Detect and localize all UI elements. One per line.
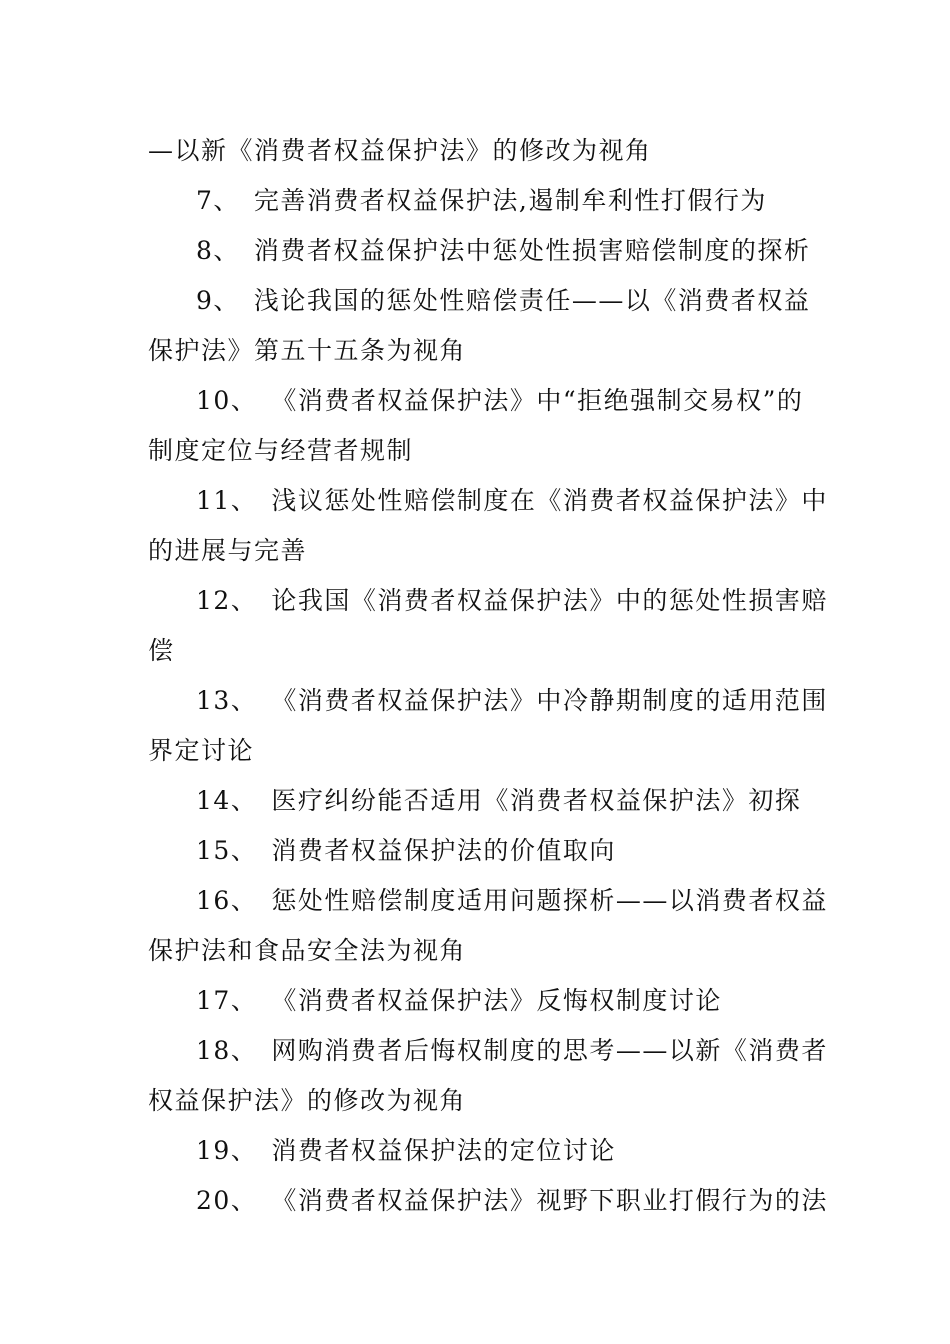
item-title: 消费者权益保护法的定位讨论: [271, 1136, 616, 1165]
item-title: 论我国《消费者权益保护法》中的惩处性损害赔: [271, 586, 828, 615]
item-number: 18: [196, 1036, 231, 1065]
item-separator: 、: [230, 386, 258, 415]
item-title: 《消费者权益保护法》视野下职业打假行为的法: [271, 1186, 828, 1215]
list-item: [196, 1031, 856, 1071]
list-item: [196, 1181, 856, 1221]
item-separator: 、: [230, 1136, 258, 1165]
item-title: 浅论我国的惩处性赔偿责任——以《消费者权益: [253, 286, 811, 315]
item-number: 8: [196, 236, 214, 265]
list-item: [196, 581, 856, 621]
item-number: 15: [196, 836, 231, 865]
item-continuation: 保护法和食品安全法为视角: [148, 936, 467, 965]
item-title: 消费者权益保护法的价值取向: [271, 836, 616, 865]
item-number: 12: [196, 586, 231, 615]
item-continuation: 偿: [148, 636, 175, 665]
item-number: 10: [196, 386, 231, 415]
item-separator: 、: [213, 236, 240, 265]
item-title: 《消费者权益保护法》中冷静期制度的适用范围: [271, 686, 828, 715]
item-number: 11: [196, 486, 231, 515]
list-item: [196, 381, 856, 421]
item-number: 14: [196, 786, 231, 815]
item-separator: 、: [230, 886, 258, 915]
item-separator: 、: [213, 186, 240, 215]
item-number: 13: [196, 686, 231, 715]
list-item: [196, 881, 856, 921]
item-continuation: 界定讨论: [148, 736, 255, 765]
item-title: 消费者权益保护法中惩处性损害赔偿制度的探析: [253, 236, 811, 265]
item-number: 20: [196, 1186, 231, 1215]
list-item: [196, 181, 856, 221]
item-separator: 、: [230, 486, 258, 515]
list-item: [196, 681, 856, 721]
item-number: 9: [196, 286, 214, 315]
list-item: [196, 981, 856, 1021]
list-item: [196, 1131, 856, 1171]
item-continuation: 权益保护法》的修改为视角: [148, 1086, 467, 1115]
item-title: 《消费者权益保护法》中“拒绝强制交易权”的: [271, 386, 804, 415]
list-item: [196, 281, 856, 321]
item-separator: 、: [230, 836, 258, 865]
list-item: [196, 781, 856, 821]
item-number: 19: [196, 1136, 231, 1165]
item-title: 《消费者权益保护法》反悔权制度讨论: [271, 986, 722, 1015]
item-separator: 、: [230, 586, 258, 615]
intro-line: —以新《消费者权益保护法》的修改为视角: [148, 136, 652, 165]
list-item: [196, 481, 856, 521]
item-title: 网购消费者后悔权制度的思考——以新《消费者: [271, 1036, 828, 1065]
list-item: [196, 231, 856, 271]
item-separator: 、: [230, 786, 258, 815]
item-separator: 、: [213, 286, 240, 315]
item-continuation: 保护法》第五十五条为视角: [148, 336, 467, 365]
item-title: 医疗纠纷能否适用《消费者权益保护法》初探: [271, 786, 802, 815]
item-title: 惩处性赔偿制度适用问题探析——以消费者权益: [271, 886, 828, 915]
item-title: 浅议惩处性赔偿制度在《消费者权益保护法》中: [271, 486, 828, 515]
item-separator: 、: [230, 686, 258, 715]
item-number: 17: [196, 986, 231, 1015]
item-number: 7: [196, 186, 214, 215]
list-item: [196, 831, 856, 871]
item-separator: 、: [230, 986, 258, 1015]
item-separator: 、: [230, 1036, 258, 1065]
item-continuation: 的进展与完善: [148, 536, 308, 565]
item-continuation: 制度定位与经营者规制: [148, 436, 414, 465]
item-title: 完善消费者权益保护法,遏制牟利性打假行为: [253, 186, 767, 215]
item-separator: 、: [230, 1186, 258, 1215]
item-number: 16: [196, 886, 231, 915]
